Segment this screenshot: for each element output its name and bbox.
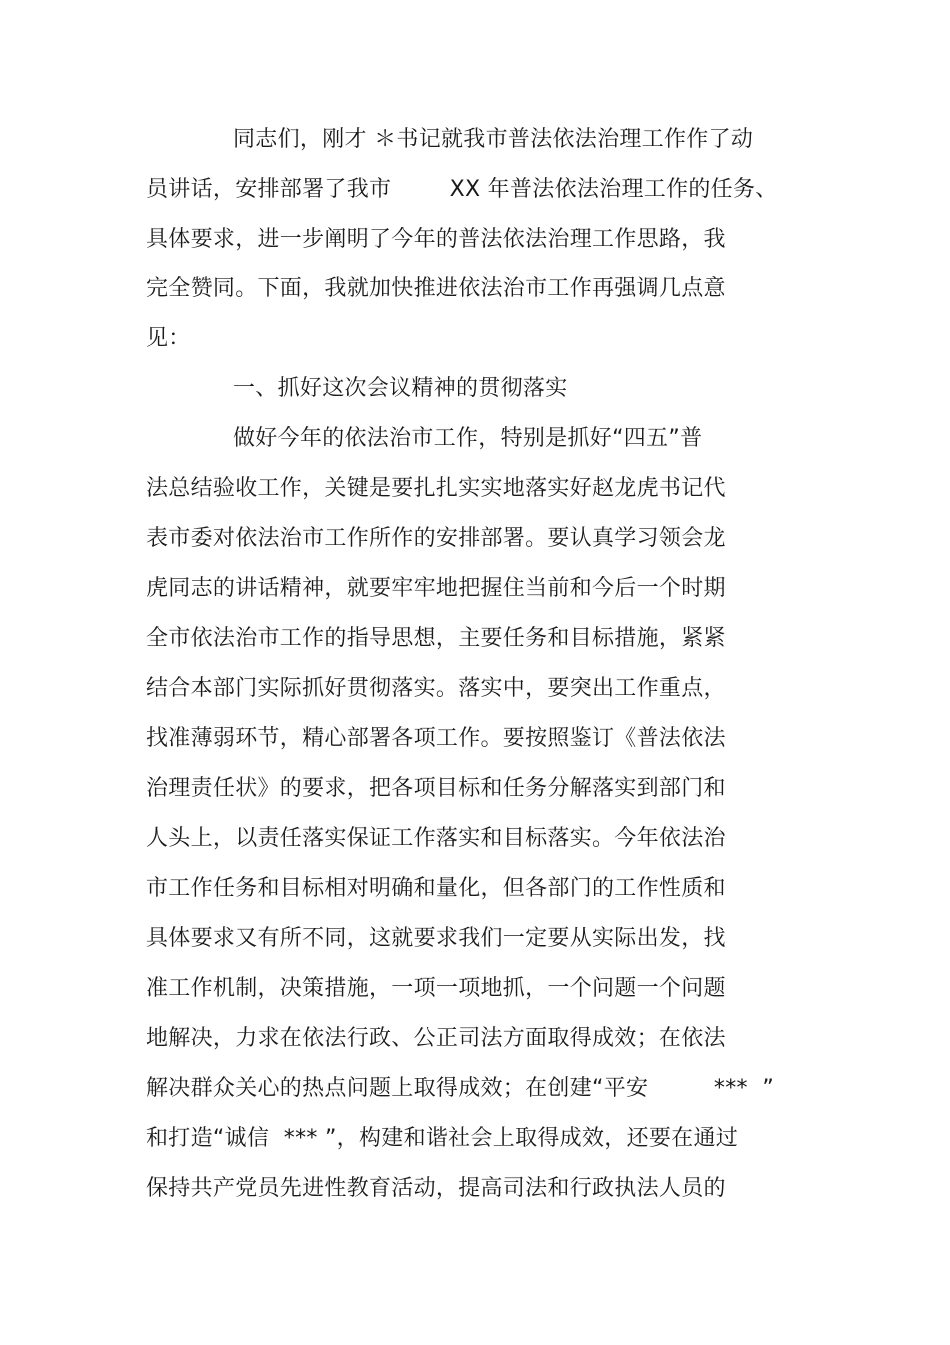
paragraph-2-line-16: 保持共产党员先进性教育活动，提高司法和行政执法人员的	[146, 1176, 726, 1201]
paragraph-2-line-7: 找准薄弱环节，精心部署各项工作。要按照鉴订《普法依法	[146, 726, 726, 751]
paragraph-1-line-5: 见：	[146, 326, 191, 351]
paragraph-2-line-1: 做好今年的依法治市工作，特别是抓好“四五”普	[233, 426, 703, 451]
paragraph-2-line-9: 人头上，以责任落实保证工作落实和目标落实。今年依法治	[146, 826, 726, 851]
paragraph-2-line-10: 市工作任务和目标相对明确和量化，但各部门的工作性质和	[146, 876, 726, 901]
paragraph-1-line-4: 完全赞同。下面，我就加快推进依法治市工作再强调几点意	[146, 276, 726, 301]
paragraph-2-line-12: 准工作机制，决策措施，一项一项地抓，一个问题一个问题	[146, 976, 726, 1001]
paragraph-1-line-1: 同志们，刚才 ＊书记就我市普法依法治理工作作了动	[233, 127, 754, 152]
paragraph-2-line-4: 虎同志的讲话精神，就要牢牢地把握住当前和今后一个时期	[146, 576, 726, 601]
paragraph-2-line-2: 法总结验收工作，关键是要扎扎实实地落实好赵龙虎书记代	[146, 476, 726, 501]
section-heading-1: 一、抓好这次会议精神的贯彻落实	[233, 376, 568, 401]
paragraph-2-line-11: 具体要求又有所不同，这就要求我们一定要从实际出发，找	[146, 926, 726, 951]
paragraph-2-line-14: 解决群众关心的热点问题上取得成效；在创建“平安 *** ”	[146, 1076, 775, 1101]
paragraph-1-line-3: 具体要求，进一步阐明了今年的普法依法治理工作思路，我	[146, 227, 726, 252]
paragraph-2-line-3: 表市委对依法治市工作所作的安排部署。要认真学习领会龙	[146, 526, 726, 551]
paragraph-1-line-2: 员讲话，安排部署了我市 XX 年普法依法治理工作的任务、	[146, 177, 778, 202]
paragraph-2-line-5: 全市依法治市工作的指导思想，主要任务和目标措施，紧紧	[146, 626, 726, 651]
paragraph-2-line-6: 结合本部门实际抓好贯彻落实。落实中，要突出工作重点，	[146, 676, 726, 701]
paragraph-2-line-13: 地解决，力求在依法行政、公正司法方面取得成效；在依法	[146, 1026, 726, 1051]
paragraph-2-line-8: 治理责任状》的要求，把各项目标和任务分解落实到部门和	[146, 776, 726, 801]
paragraph-2-line-15: 和打造“诚信 *** ”，构建和谐社会上取得成效，还要在通过	[146, 1126, 739, 1151]
